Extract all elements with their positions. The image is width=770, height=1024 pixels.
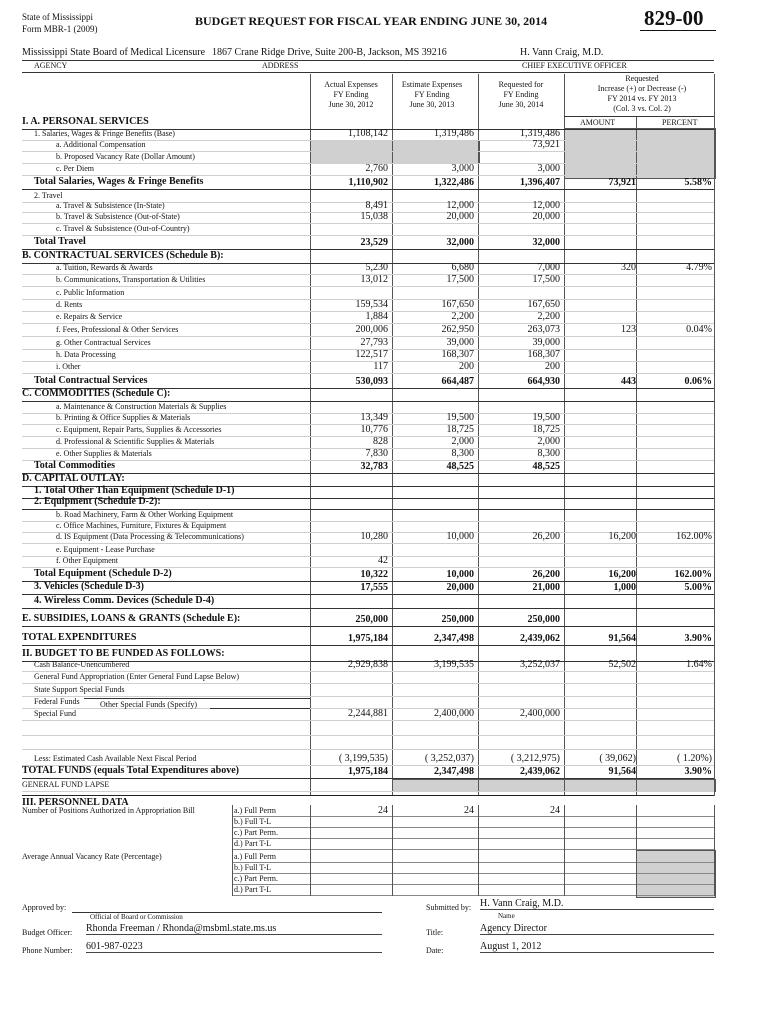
row-label: General Fund Appropriation (Enter General Fund Lapse Below)	[34, 672, 240, 681]
estimate-value: 48,525	[446, 461, 474, 472]
col-estimate-header: Estimate Expenses FY Ending June 30, 2013	[401, 80, 463, 109]
actual-value: 27,793	[360, 337, 388, 348]
row-label: e. Other Supplies & Materials	[56, 449, 152, 458]
estimate-value: 2,000	[451, 436, 474, 447]
actual-value: 8,491	[365, 200, 388, 211]
row-label: d. Rents	[56, 300, 83, 309]
actual-value: 23,529	[360, 237, 388, 248]
actual-value: 117	[373, 361, 388, 372]
estimate-value: 1,319,486	[434, 128, 474, 139]
estimate-value: 3,199,535	[434, 659, 474, 670]
percent-value: 4.79%	[686, 262, 712, 273]
submitted-value: H. Vann Craig, M.D.	[480, 898, 714, 910]
requested-value: 39,000	[532, 337, 560, 348]
table-row	[22, 597, 714, 609]
row-label: State Support Special Funds	[34, 685, 125, 694]
row-label: 1. Salaries, Wages & Fringe Benefits (Base)	[34, 129, 175, 138]
actual-value: 250,000	[355, 614, 388, 625]
row-label: c. Travel & Subsistence (Out-of-Country)	[56, 224, 190, 233]
requested-value: 20,000	[532, 211, 560, 222]
table-row	[22, 767, 714, 779]
personnel-sub-label: a.) Full Perm	[234, 852, 276, 861]
estimate-value: 2,200	[451, 311, 474, 322]
table-row	[22, 462, 714, 474]
requested-value: 2,400,000	[520, 708, 560, 719]
col-requested-header: Requested for FY Ending June 30, 2014	[498, 80, 544, 109]
actual-value: 13,349	[360, 412, 388, 423]
actual-value: 828	[373, 436, 388, 447]
requested-value: 48,525	[532, 461, 560, 472]
row-label: I. A. PERSONAL SERVICES	[22, 116, 149, 127]
estimate-value: 168,307	[441, 349, 474, 360]
requested-value: 664,930	[527, 376, 560, 387]
personnel-sub-label: c.) Part Perm.	[234, 874, 278, 883]
name-caption: Name	[498, 912, 515, 920]
estimate-value: 19,500	[446, 412, 474, 423]
other-special-funds-label: Other Special Funds (Specify)	[100, 700, 198, 709]
table-row	[22, 583, 714, 595]
actual-value: 10,322	[360, 569, 388, 580]
amount-value: 91,564	[608, 766, 636, 777]
estimate-value: 2,347,498	[434, 633, 474, 644]
estimate-value: 10,000	[446, 531, 474, 542]
row-label: Federal Funds	[34, 697, 80, 706]
table-row	[22, 164, 714, 176]
row-label: D. CAPITAL OUTLAY:	[22, 473, 125, 484]
personnel-sub-label: c.) Part Perm.	[234, 828, 278, 837]
table-row	[22, 498, 714, 510]
actual-value: 200,006	[355, 324, 388, 335]
requested-value: 3,000	[537, 163, 560, 174]
requested-value: 17,500	[532, 274, 560, 285]
percent-value: 162.00%	[674, 569, 712, 580]
row-label: c. Per Diem	[56, 164, 94, 173]
percent-value: ( 1.20%)	[677, 753, 712, 764]
table-row	[22, 685, 714, 697]
estimate-value: 6,680	[451, 262, 474, 273]
row-label: a. Additional Compensation	[56, 140, 146, 149]
date-value: August 1, 2012	[480, 941, 714, 953]
form-number: Form MBR-1 (2009)	[22, 24, 98, 34]
amount-value: 443	[621, 376, 636, 387]
table-row	[22, 325, 714, 337]
table-row	[22, 532, 714, 544]
actual-value: 1,975,184	[348, 766, 388, 777]
row-label: e. Equipment - Lease Purchase	[56, 545, 155, 554]
estimate-value: 2,400,000	[434, 708, 474, 719]
amount-header: AMOUNT	[580, 118, 616, 127]
estimate-value: 39,000	[446, 337, 474, 348]
requested-value: 2,000	[537, 436, 560, 447]
estimate-value: 2,347,498	[434, 766, 474, 777]
row-label: Special Fund	[34, 709, 76, 718]
row-label: TOTAL EXPENDITURES	[22, 632, 137, 643]
estimate-value: ( 3,252,037)	[424, 753, 474, 764]
agency-address: 1867 Crane Ridge Drive, Suite 200-B, Jackson, MS 39216	[212, 47, 447, 58]
table-row	[22, 224, 714, 236]
requested-value: 2,439,062	[520, 766, 560, 777]
row-label: h. Data Processing	[56, 350, 116, 359]
requested-value: 250,000	[527, 614, 560, 625]
requested-value: 167,650	[527, 299, 560, 310]
requested-value: 8,300	[537, 448, 560, 459]
actual-value: 17,555	[360, 582, 388, 593]
personnel-sub-label: b.) Full T-L	[234, 817, 272, 826]
actual-value: 5,230	[365, 262, 388, 273]
actual-value: 13,012	[360, 274, 388, 285]
row-label: b. Travel & Subsistence (Out-of-State)	[56, 212, 180, 221]
percent-value: 3.90%	[684, 766, 712, 777]
amount-value: 52,502	[608, 659, 636, 670]
requested-value: 21,000	[532, 582, 560, 593]
row-label: 3. Vehicles (Schedule D-3)	[34, 581, 144, 592]
row-label: Total Commodities	[34, 460, 116, 471]
row-label: b. Proposed Vacancy Rate (Dollar Amount)	[56, 152, 195, 161]
table-row	[22, 724, 714, 736]
phone-label: Phone Number:	[22, 946, 73, 955]
row-label: Less: Estimated Cash Available Next Fiscal Period	[34, 754, 197, 763]
table-row	[22, 780, 714, 792]
row-label: C. COMMODITIES (Schedule C):	[22, 388, 171, 399]
percent-value: 3.90%	[684, 633, 712, 644]
table-row	[22, 556, 714, 568]
estimate-value: 32,000	[446, 237, 474, 248]
table-row	[22, 672, 714, 684]
requested-value: 19,500	[532, 412, 560, 423]
row-label: c. Equipment, Repair Parts, Supplies & Accessories	[56, 425, 222, 434]
positions-requested: 24	[550, 805, 560, 816]
estimate-value: 3,000	[451, 163, 474, 174]
requested-value: 263,073	[527, 324, 560, 335]
table-row	[22, 738, 714, 750]
actual-value: 159,534	[355, 299, 388, 310]
ceo-name: H. Vann Craig, M.D.	[520, 47, 604, 58]
row-label: g. Other Contractual Services	[56, 338, 151, 347]
table-row	[22, 362, 714, 374]
percent-value: 0.06%	[684, 376, 712, 387]
requested-value: 2,439,062	[520, 633, 560, 644]
estimate-value: 17,500	[446, 274, 474, 285]
amount-value: 1,000	[613, 582, 636, 593]
estimate-value: 664,487	[441, 376, 474, 387]
actual-value: ( 3,199,535)	[338, 753, 388, 764]
table-row	[22, 275, 714, 287]
row-label: 2. Travel	[34, 191, 63, 200]
table-row	[22, 140, 714, 152]
positions-label: Number of Positions Authorized in Appropriation Bill	[22, 806, 195, 815]
requested-value: 12,000	[532, 200, 560, 211]
estimate-value: 8,300	[451, 448, 474, 459]
estimate-value: 12,000	[446, 200, 474, 211]
estimate-value: 20,000	[446, 211, 474, 222]
actual-value: 42	[378, 555, 388, 566]
table-row	[22, 312, 714, 324]
row-label: d. IS Equipment (Data Processing & Telecommunications)	[56, 532, 244, 541]
percent-value: 1.64%	[686, 659, 712, 670]
form-title: BUDGET REQUEST FOR FISCAL YEAR ENDING JUNE 30, 2014	[195, 14, 548, 28]
official-caption: Official of Board or Commission	[90, 913, 183, 921]
row-label: a. Travel & Subsistence (In-State)	[56, 201, 165, 210]
budget-officer-value: Rhonda Freeman / Rhonda@msbml.state.ms.us	[86, 923, 382, 935]
estimate-value: 262,950	[441, 324, 474, 335]
personnel-sub-label: a.) Full Perm	[234, 806, 276, 815]
actual-value: 530,093	[355, 376, 388, 387]
row-label: Total Equipment (Schedule D-2)	[34, 568, 172, 579]
row-label: d. Professional & Scientific Supplies & Materials	[56, 437, 215, 446]
personnel-title: III. PERSONNEL DATA	[22, 797, 129, 808]
row-label: Total Contractual Services	[34, 375, 148, 386]
positions-actual: 24	[378, 805, 388, 816]
col-change-header: Requested Increase (+) or Decrease (-) FY 2014 vs. FY 2013 (Col. 3 vs. Col. 2)	[597, 74, 687, 113]
vacancy-label: Average Annual Vacancy Rate (Percentage)	[22, 852, 162, 861]
actual-value: 1,110,902	[348, 177, 388, 188]
row-label: b. Road Machinery, Farm & Other Working Equipment	[56, 510, 234, 519]
row-label: c. Office Machines, Furniture, Fixtures & Equipment	[56, 521, 227, 530]
row-label: a. Maintenance & Construction Materials & Supplies	[56, 402, 227, 411]
actual-value: 1,884	[365, 311, 388, 322]
row-label: Cash Balance-Unencumbered	[34, 660, 130, 669]
actual-value: 15,038	[360, 211, 388, 222]
percent-value: 0.04%	[686, 324, 712, 335]
requested-value: 168,307	[527, 349, 560, 360]
percent-header: PERCENT	[662, 118, 698, 127]
table-row	[22, 660, 714, 672]
row-label: GENERAL FUND LAPSE	[22, 780, 110, 789]
actual-value: 122,517	[355, 349, 388, 360]
phone-value: 601-987-0223	[86, 941, 382, 953]
requested-value: 26,200	[532, 569, 560, 580]
row-label: b. Printing & Office Supplies & Materials	[56, 413, 191, 422]
estimate-value: 250,000	[441, 614, 474, 625]
row-label: Total Travel	[34, 236, 86, 247]
row-label: i. Other	[56, 362, 81, 371]
actual-value: 2,929,838	[348, 659, 388, 670]
row-label: c. Public Information	[56, 288, 125, 297]
row-label: e. Repairs & Service	[56, 312, 123, 321]
actual-value: 10,776	[360, 424, 388, 435]
percent-value: 5.58%	[684, 177, 712, 188]
row-label: II. BUDGET TO BE FUNDED AS FOLLOWS:	[22, 648, 225, 659]
estimate-value: 20,000	[446, 582, 474, 593]
requested-value: 26,200	[532, 531, 560, 542]
requested-value: 200	[545, 361, 560, 372]
actual-value: 10,280	[360, 531, 388, 542]
requested-value: 73,921	[532, 139, 560, 150]
table-row	[22, 615, 714, 627]
amount-value: 123	[621, 324, 636, 335]
actual-value: 1,108,142	[348, 128, 388, 139]
col-actual-header: Actual Expenses FY Ending June 30, 2012	[324, 80, 378, 109]
title-value: Agency Director	[480, 923, 714, 935]
submitted-label: Submitted by:	[426, 903, 472, 912]
actual-value: 2,244,881	[348, 708, 388, 719]
address-caption: ADDRESS	[262, 61, 299, 70]
table-row	[22, 212, 714, 224]
actual-value: 7,830	[365, 448, 388, 459]
amount-value: 91,564	[608, 633, 636, 644]
table-row	[22, 634, 714, 646]
row-label: 2. Equipment (Schedule D-2):	[34, 496, 161, 507]
requested-value: 1,396,407	[520, 177, 560, 188]
agency-name: Mississippi State Board of Medical Licensure	[22, 47, 206, 58]
row-label: B. CONTRACTUAL SERVICES (Schedule B):	[22, 250, 224, 261]
requested-value: 7,000	[537, 262, 560, 273]
amount-value: 320	[621, 262, 636, 273]
row-label: Total Salaries, Wages & Fringe Benefits	[34, 176, 204, 187]
estimate-value: 18,725	[446, 424, 474, 435]
percent-value: 162.00%	[676, 531, 712, 542]
estimate-value: 10,000	[446, 569, 474, 580]
personnel-sub-label: b.) Full T-L	[234, 863, 272, 872]
requested-value: 18,725	[532, 424, 560, 435]
title-label: Title:	[426, 928, 444, 937]
budget-officer-label: Budget Officer:	[22, 928, 73, 937]
amount-value: 16,200	[608, 569, 636, 580]
row-label: f. Other Equipment	[56, 556, 118, 565]
estimate-value: 1,322,486	[434, 177, 474, 188]
actual-value: 32,783	[360, 461, 388, 472]
state-label: State of Mississippi	[22, 12, 94, 22]
requested-value: 32,000	[532, 237, 560, 248]
row-label: 4. Wireless Comm. Devices (Schedule D-4)	[34, 595, 215, 606]
actual-value: 2,760	[365, 163, 388, 174]
amount-value: 73,921	[608, 177, 636, 188]
approved-label: Approved by:	[22, 903, 67, 912]
personnel-sub-label: d.) Part T-L	[234, 839, 272, 848]
row-label: b. Communications, Transportation & Utilities	[56, 275, 206, 284]
requested-value: 2,200	[537, 311, 560, 322]
personnel-sub-label: d.) Part T-L	[234, 885, 272, 894]
requested-value: ( 3,212,975)	[510, 753, 560, 764]
agency-code: 829-00	[644, 6, 704, 30]
table-row	[22, 178, 714, 190]
requested-value: 3,252,037	[520, 659, 560, 670]
requested-value: 1,319,486	[520, 128, 560, 139]
date-label: Date:	[426, 946, 444, 955]
percent-value: 5.00%	[684, 582, 712, 593]
row-label: E. SUBSIDIES, LOANS & GRANTS (Schedule E):	[22, 613, 241, 624]
amount-value: ( 39,062)	[599, 753, 636, 764]
actual-value: 1,975,184	[348, 633, 388, 644]
estimate-value: 167,650	[441, 299, 474, 310]
agency-caption: AGENCY	[34, 61, 68, 70]
table-row	[22, 449, 714, 461]
row-label: f. Fees, Professional & Other Services	[56, 325, 179, 334]
row-label: a. Tuition, Rewards & Awards	[56, 263, 153, 272]
table-row	[22, 390, 714, 402]
positions-estimate: 24	[464, 805, 474, 816]
amount-value: 16,200	[608, 531, 636, 542]
row-label: TOTAL FUNDS (equals Total Expenditures above)	[22, 765, 239, 776]
table-row	[22, 238, 714, 250]
estimate-value: 200	[459, 361, 474, 372]
ceo-caption: CHIEF EXECUTIVE OFFICER	[522, 61, 627, 70]
table-row	[22, 709, 714, 721]
row-label: 1. Total Other Than Equipment (Schedule D-1)	[34, 485, 235, 496]
